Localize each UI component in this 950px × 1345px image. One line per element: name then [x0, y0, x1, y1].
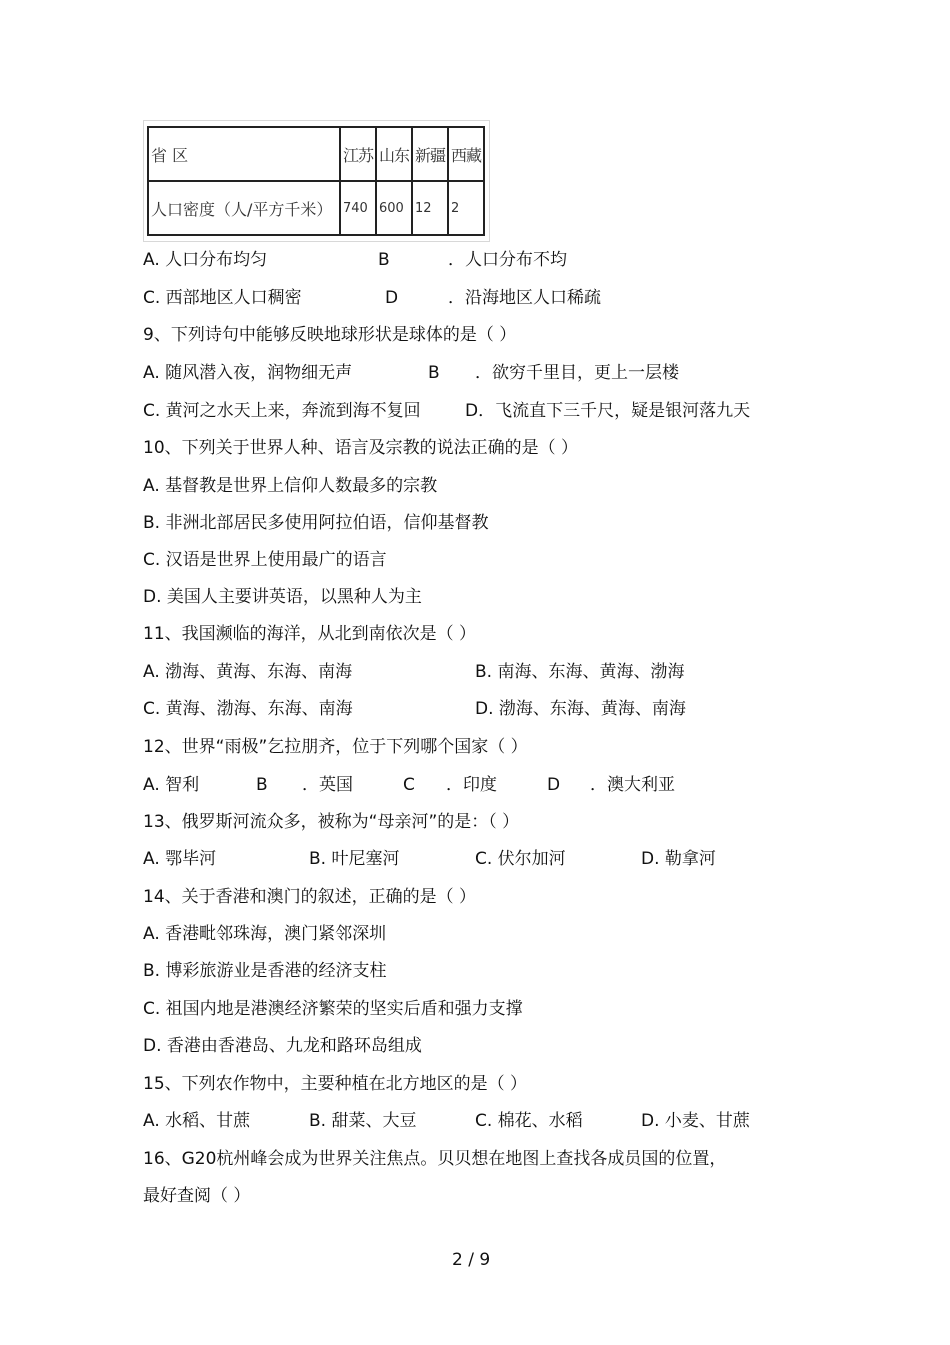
option-letter-d: D	[385, 288, 399, 308]
table-row	[148, 181, 484, 235]
option-b: B. 博彩旅游业是香港的经济支柱	[143, 961, 387, 981]
option-d: D. 美国人主要讲英语，以黑种人为主	[143, 587, 422, 607]
option-a: A. 鄂毕河	[143, 849, 217, 869]
table-cell: 西藏	[448, 127, 484, 181]
table-cell: 江苏	[340, 127, 376, 181]
option-b: B. 甜菜、大豆	[309, 1111, 417, 1131]
question-stem: 12、世界“雨极”乞拉朋齐，位于下列哪个国家（ ）	[143, 737, 528, 757]
table-cell: 740	[340, 181, 376, 235]
table-cell: 12	[412, 181, 448, 235]
option-b: B. 叶尼塞河	[309, 849, 400, 869]
option-letter-b: B	[378, 250, 390, 270]
option-d: D. 香港由香港岛、九龙和路环岛组成	[143, 1036, 422, 1056]
option-a: A. 人口分布均匀	[143, 250, 268, 270]
option-letter-c: C	[403, 775, 415, 795]
table-header-row	[148, 127, 484, 181]
population-density-table-frame	[143, 120, 490, 242]
page-number: 2 / 9	[452, 1250, 491, 1270]
question-stem: 10、下列关于世界人种、语言及宗教的说法正确的是（ ）	[143, 438, 579, 458]
question-stem: 9、下列诗句中能够反映地球形状是球体的是（ ）	[143, 325, 517, 345]
option-d: ．澳大利亚	[590, 775, 675, 795]
option-c: ．印度	[446, 775, 497, 795]
table-cell: 省 区	[148, 127, 340, 181]
option-b: B. 南海、东海、黄海、渤海	[475, 662, 685, 682]
option-d: ．沿海地区人口稀疏	[448, 288, 601, 308]
option-c: C. 黄河之水天上来，奔流到海不复回	[143, 401, 421, 421]
option-a: A. 香港毗邻珠海，澳门紧邻深圳	[143, 924, 387, 944]
option-b: ．欲穷千里目，更上一层楼	[475, 363, 679, 383]
option-c: C. 棉花、水稻	[475, 1111, 583, 1131]
question-stem: 15、下列农作物中，主要种植在北方地区的是（ ）	[143, 1074, 528, 1094]
option-a: A. 水稻、甘蔗	[143, 1111, 251, 1131]
option-d: D. 小麦、甘蔗	[641, 1111, 750, 1131]
option-c: C. 黄海、渤海、东海、南海	[143, 699, 353, 719]
table-cell: 山东	[376, 127, 412, 181]
option-c: C. 伏尔加河	[475, 849, 566, 869]
question-stem: 14、关于香港和澳门的叙述，正确的是（ ）	[143, 887, 477, 907]
population-density-table	[147, 126, 485, 236]
table-cell: 2	[448, 181, 484, 235]
option-a: A. 渤海、黄海、东海、南海	[143, 662, 353, 682]
option-b: ．英国	[302, 775, 353, 795]
option-a: A. 智利	[143, 775, 200, 795]
question-stem: 13、俄罗斯河流众多，被称为“母亲河”的是：（ ）	[143, 812, 520, 832]
option-b: B. 非洲北部居民多使用阿拉伯语，信仰基督教	[143, 513, 489, 533]
option-letter-b: B	[428, 363, 440, 383]
question-stem: 16、G20杭州峰会成为世界关注焦点。贝贝想在地图上查找各成员国的位置，	[143, 1149, 727, 1169]
option-c: C. 祖国内地是港澳经济繁荣的坚实后盾和强力支撑	[143, 999, 523, 1019]
option-letter-d: D	[547, 775, 561, 795]
table-cell: 600	[376, 181, 412, 235]
table-cell: 人口密度（人/平方千米）	[148, 181, 340, 235]
option-c: C. 汉语是世界上使用最广的语言	[143, 550, 387, 570]
question-stem-continued: 最好查阅（ ）	[143, 1186, 251, 1206]
question-stem: 11、我国濒临的海洋，从北到南依次是（ ）	[143, 624, 477, 644]
option-d: D. 勒拿河	[641, 849, 716, 869]
option-a: A. 随风潜入夜，润物细无声	[143, 363, 353, 383]
option-c: C. 西部地区人口稠密	[143, 288, 302, 308]
option-d: D．飞流直下三千尺，疑是银河落九天	[465, 401, 751, 421]
table-cell: 新疆	[412, 127, 448, 181]
option-d: D. 渤海、东海、黄海、南海	[475, 699, 686, 719]
option-b: ．人口分布不均	[448, 250, 567, 270]
option-letter-b: B	[256, 775, 268, 795]
option-a: A. 基督教是世界上信仰人数最多的宗教	[143, 476, 438, 496]
